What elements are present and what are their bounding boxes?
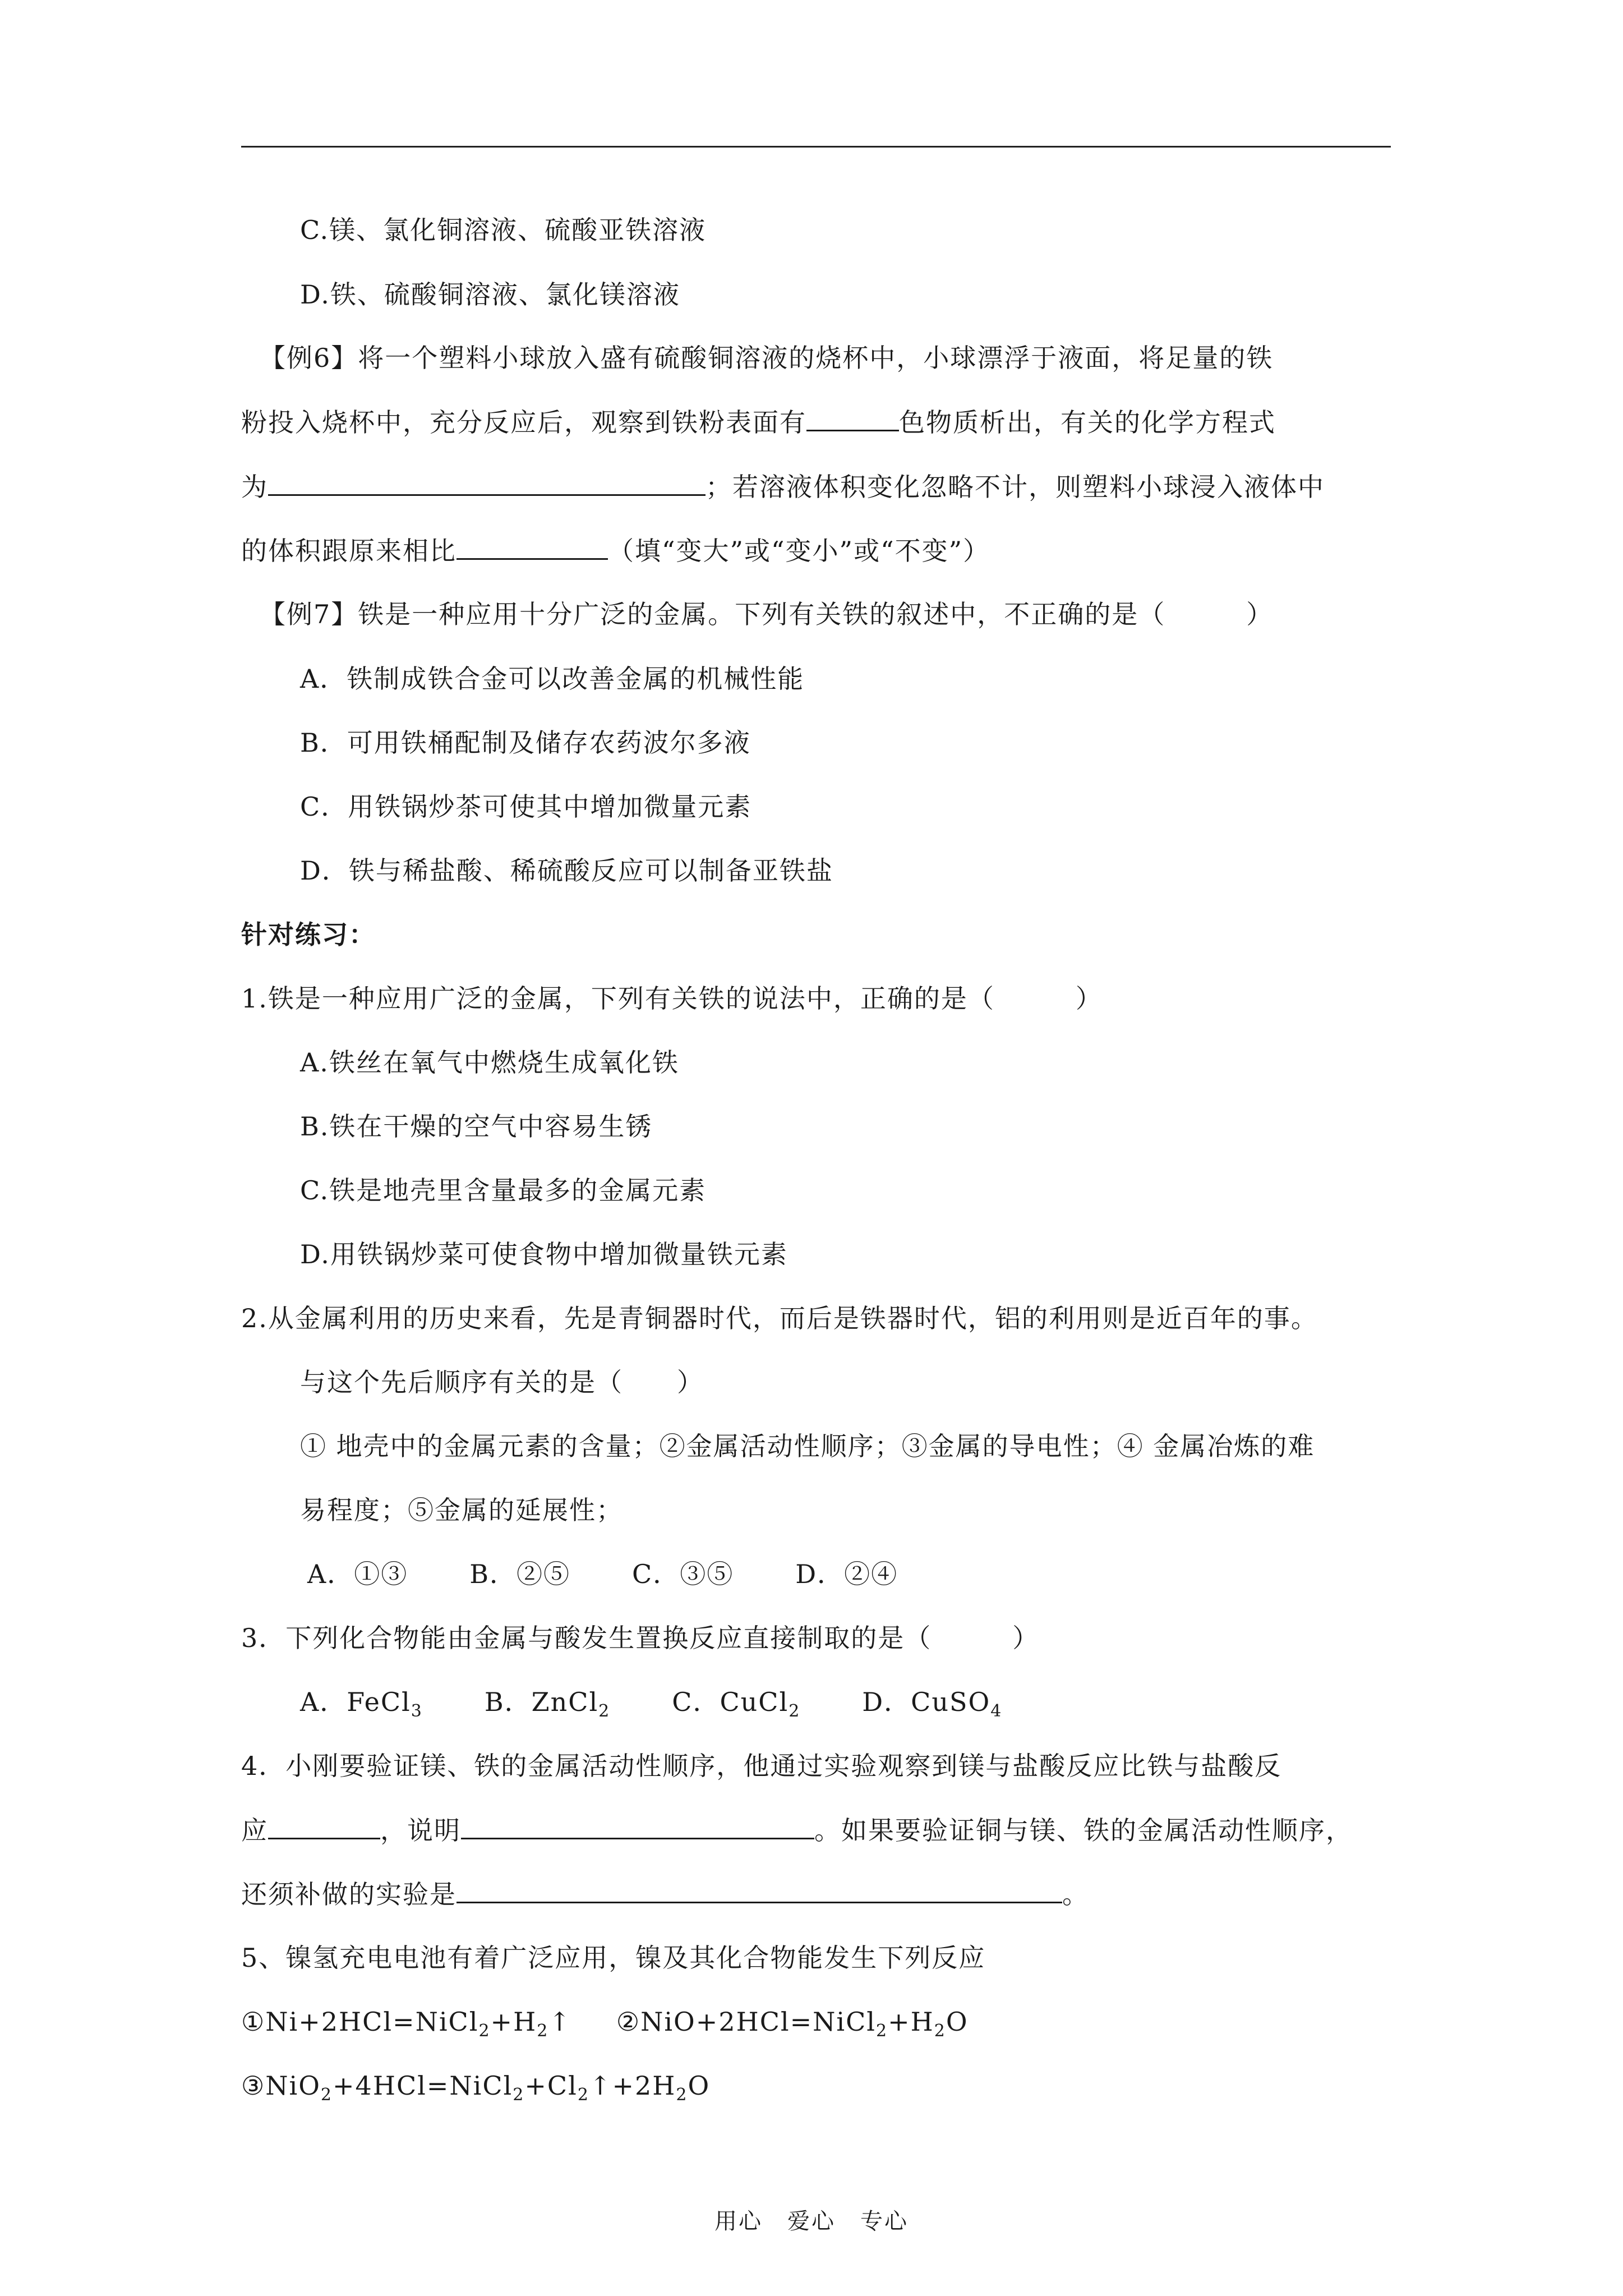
q4-text: 应 xyxy=(241,1815,268,1846)
formula-text: +Cl xyxy=(524,2070,578,2101)
q4-line2 xyxy=(241,1813,1353,1847)
formula-text: ↑ xyxy=(548,2007,571,2037)
subscript: 2 xyxy=(876,2021,888,2041)
q4-text: 。 xyxy=(1062,1879,1089,1910)
answer-blank[interactable] xyxy=(268,470,706,496)
formula-text: ②NiO+2HCl=NiCl xyxy=(616,2007,877,2037)
subscript: 2 xyxy=(478,2021,491,2041)
example7-option-b: B．可用铁桶配制及储存农药波尔多液 xyxy=(300,728,751,758)
example6-line3 xyxy=(241,470,1325,504)
q1-option-d: D.用铁锅炒菜可使食物中增加微量铁元素 xyxy=(300,1239,788,1269)
subscript: 2 xyxy=(789,1701,801,1721)
q3-options xyxy=(300,1685,1064,1719)
q5-stem: 5、镍氢充电电池有着广泛应用，镍及其化合物能发生下列反应 xyxy=(241,1943,986,1973)
subscript: 2 xyxy=(934,2021,946,2041)
answer-blank[interactable] xyxy=(806,405,899,431)
q4-line3 xyxy=(241,1877,1089,1911)
example7-stem: 【例7】铁是一种应用十分广泛的金属。下列有关铁的叙述中，不正确的是（ ） xyxy=(260,599,1274,629)
formula-text: C．CuCl xyxy=(672,1687,789,1717)
q4-text: 。如果要验证铜与镁、铁的金属活动性顺序， xyxy=(814,1815,1353,1846)
q1-option-a: A.铁丝在氧气中燃烧生成氧化铁 xyxy=(300,1047,679,1078)
formula-text: ↑+2H xyxy=(589,2070,676,2101)
q2-options xyxy=(307,1557,960,1591)
q2-option-d: D．②④ xyxy=(795,1559,898,1589)
subscript: 2 xyxy=(320,2085,333,2105)
footer-word: 爱心 xyxy=(787,2208,836,2234)
q4-line1: 4．小刚要验证镁、铁的金属活动性顺序，他通过实验观察到镁与盐酸反应比铁与盐酸反 xyxy=(241,1751,1282,1781)
practice-heading: 针对练习： xyxy=(241,919,376,950)
example6-text: 粉投入烧杯中，充分反应后，观察到铁粉表面有 xyxy=(241,407,806,438)
subscript: 3 xyxy=(411,1701,423,1721)
formula-text: A．FeCl xyxy=(300,1687,411,1717)
q3-stem: 3．下列化合物能由金属与酸发生置换反应直接制取的是（ ） xyxy=(241,1623,1040,1653)
header-rule xyxy=(241,146,1391,148)
formula-text: D．CuSO xyxy=(862,1687,991,1717)
q5-reactions-line2 xyxy=(241,2069,711,2105)
q2-items-line2: 易程度；⑤金属的延展性； xyxy=(300,1495,623,1525)
example6-text: 为 xyxy=(241,472,268,502)
formula-text: O xyxy=(688,2070,711,2101)
example7-option-c: C．用铁锅炒茶可使其中增加微量元素 xyxy=(300,792,752,822)
q1-option-b: B.铁在干燥的空气中容易生锈 xyxy=(300,1111,653,1142)
example6-text: （填“变大”或“变小”或“不变”） xyxy=(608,536,990,566)
formula-text: +H xyxy=(490,2007,537,2037)
q1-option-c: C.铁是地壳里含量最多的金属元素 xyxy=(300,1175,707,1205)
subscript: 4 xyxy=(990,1701,1003,1721)
example6-text: 的体积跟原来相比 xyxy=(241,536,457,566)
formula-text: B．ZnCl xyxy=(484,1687,599,1717)
q3-option-a xyxy=(300,1685,423,1719)
option-d-prev: D.铁、硫酸铜溶液、氯化镁溶液 xyxy=(300,279,680,310)
q2-stem-line1: 2.从金属利用的历史来看，先是青铜器时代，而后是铁器时代，铝的利用则是近百年的事。 xyxy=(241,1303,1318,1333)
subscript: 2 xyxy=(598,1701,611,1721)
formula-text: ①Ni+2HCl=NiCl xyxy=(241,2007,479,2037)
example6-line2 xyxy=(241,405,1276,439)
subscript: 2 xyxy=(537,2021,549,2041)
example7-option-d: D．铁与稀盐酸、稀硫酸反应可以制备亚铁盐 xyxy=(300,855,833,886)
reaction-1 xyxy=(241,2007,571,2041)
formula-text: O xyxy=(946,2007,969,2037)
footer-word: 用心 xyxy=(714,2208,763,2234)
q3-option-d xyxy=(862,1685,1002,1719)
subscript: 2 xyxy=(676,2085,688,2105)
footer-word: 专心 xyxy=(860,2208,909,2234)
answer-blank[interactable] xyxy=(457,1877,1062,1903)
q3-option-b xyxy=(485,1685,610,1719)
example6-text: ；若溶液体积变化忽略不计，则塑料小球浸入液体中 xyxy=(706,472,1325,502)
q2-option-c: C．③⑤ xyxy=(632,1559,734,1589)
example7-option-a: A．铁制成铁合金可以改善金属的机械性能 xyxy=(300,664,805,694)
example6-line1: 【例6】将一个塑料小球放入盛有硫酸铜溶液的烧杯中，小球漂浮于液面，将足量的铁 xyxy=(260,343,1274,373)
q3-option-c xyxy=(672,1685,800,1719)
formula-text: ③NiO xyxy=(241,2070,321,2101)
reaction-2 xyxy=(616,2007,969,2041)
subscript: 2 xyxy=(577,2085,589,2105)
q2-stem-line2: 与这个先后顺序有关的是（ ） xyxy=(300,1367,704,1397)
answer-blank[interactable] xyxy=(461,1813,814,1839)
subscript: 2 xyxy=(513,2085,525,2105)
example6-line4 xyxy=(241,533,990,568)
q2-option-b: B．②⑤ xyxy=(469,1559,571,1589)
option-c-prev: C.镁、氯化铜溶液、硫酸亚铁溶液 xyxy=(300,215,707,245)
q4-text: 还须补做的实验是 xyxy=(241,1879,457,1910)
answer-blank[interactable] xyxy=(268,1813,380,1839)
formula-text: +H xyxy=(888,2007,934,2037)
answer-blank[interactable] xyxy=(457,533,608,560)
q2-items-line1: ① 地壳中的金属元素的含量；②金属活动性顺序；③金属的导电性；④ 金属冶炼的难 xyxy=(300,1431,1315,1461)
example6-text: 色物质析出，有关的化学方程式 xyxy=(899,407,1276,438)
q5-reactions-line1 xyxy=(241,2005,969,2039)
q4-text: ，说明 xyxy=(380,1815,461,1846)
reaction-3 xyxy=(241,2070,711,2105)
page-footer xyxy=(0,2207,1623,2235)
formula-text: +4HCl=NiCl xyxy=(333,2070,513,2101)
q2-option-a: A．①③ xyxy=(307,1559,408,1589)
q1-stem: 1.铁是一种应用广泛的金属，下列有关铁的说法中，正确的是（ ） xyxy=(241,983,1103,1014)
